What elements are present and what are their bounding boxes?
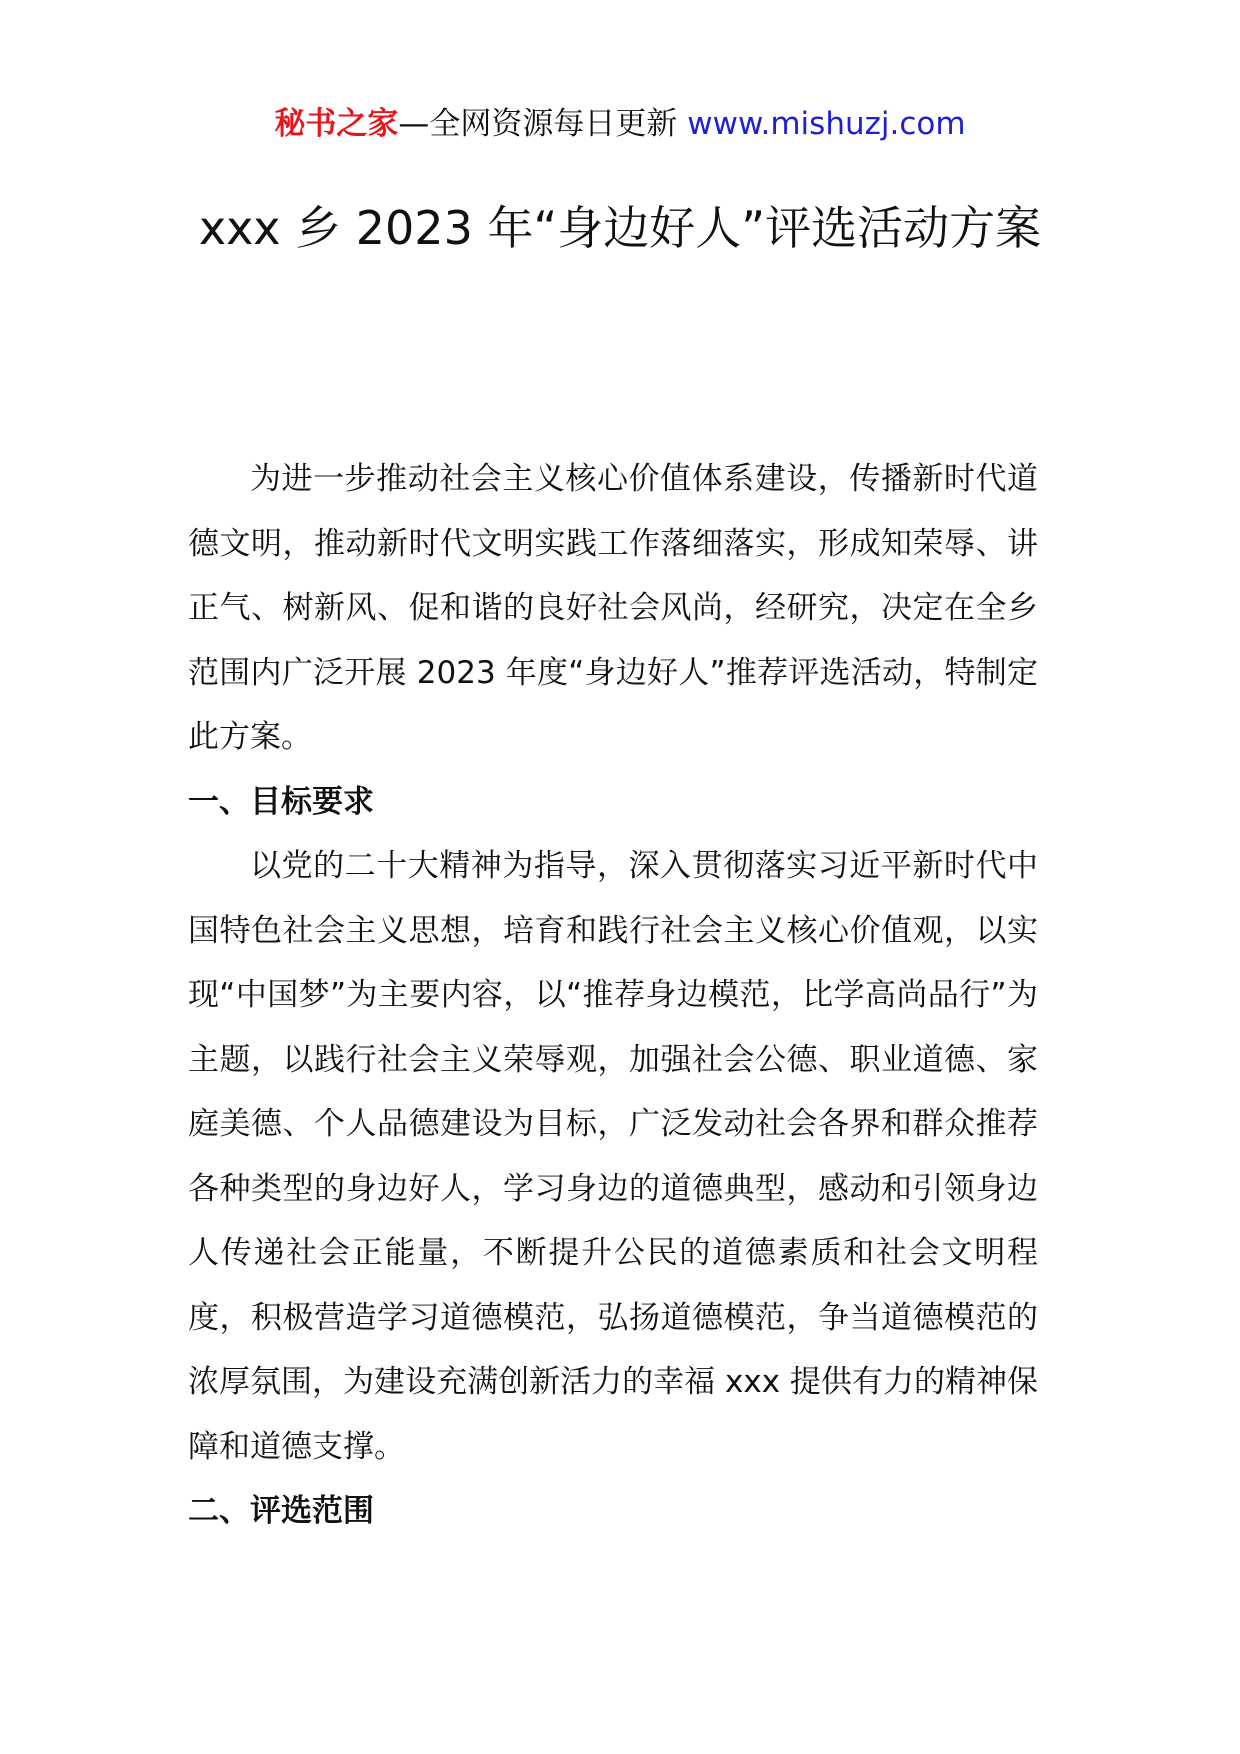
header-tagline: —全网资源每日更新 [398,106,688,142]
intro-paragraph: 为进一步推动社会主义核心价值体系建设，传播新时代道德文明，推动新时代文明实践工作落细落实，形成知荣辱、讲正气、树新风、促和谐的良好社会风尚，经研究，决定在全乡范围内广泛开展 2023 年度“身边好人”推荐评选活动，特制定此方案。 [188,461,1038,755]
section-heading-goals: 一、目标要求 [188,783,374,820]
document-title: xxx 乡 2023 年“身边好人”评选活动方案 [198,201,1042,255]
document-body [188,447,1038,1544]
site-url-link[interactable]: www.mishuzj.com [687,106,966,142]
goals-paragraph: 以党的二十大精神为指导，深入贯彻落实习近平新时代中国特色社会主义思想，培育和践行社会主义核心价值观，以实现“中国梦”为主要内容，以“推荐身边模范，比学高尚品行”为主题，以践行社会主义荣辱观，加强社会公德、职业道德、家庭美德、个人品德建设为目标，广泛发动社会各界和群众推荐各种类型的身边好人，学习身边的道德典型，感动和引领身边人传递社会正能量，不断提升公民的道德素质和社会文明程度，积极营造学习道德模范，弘扬道德模范，争当道德模范的浓厚氛围，为建设充满创新活力的幸福 xxx 提供有力的精神保障和道德支撑。 [188,848,1038,1465]
brand-name: 秘书之家 [274,106,399,142]
site-header [0,102,1240,146]
section-heading-scope: 二、评选范围 [188,1493,374,1529]
